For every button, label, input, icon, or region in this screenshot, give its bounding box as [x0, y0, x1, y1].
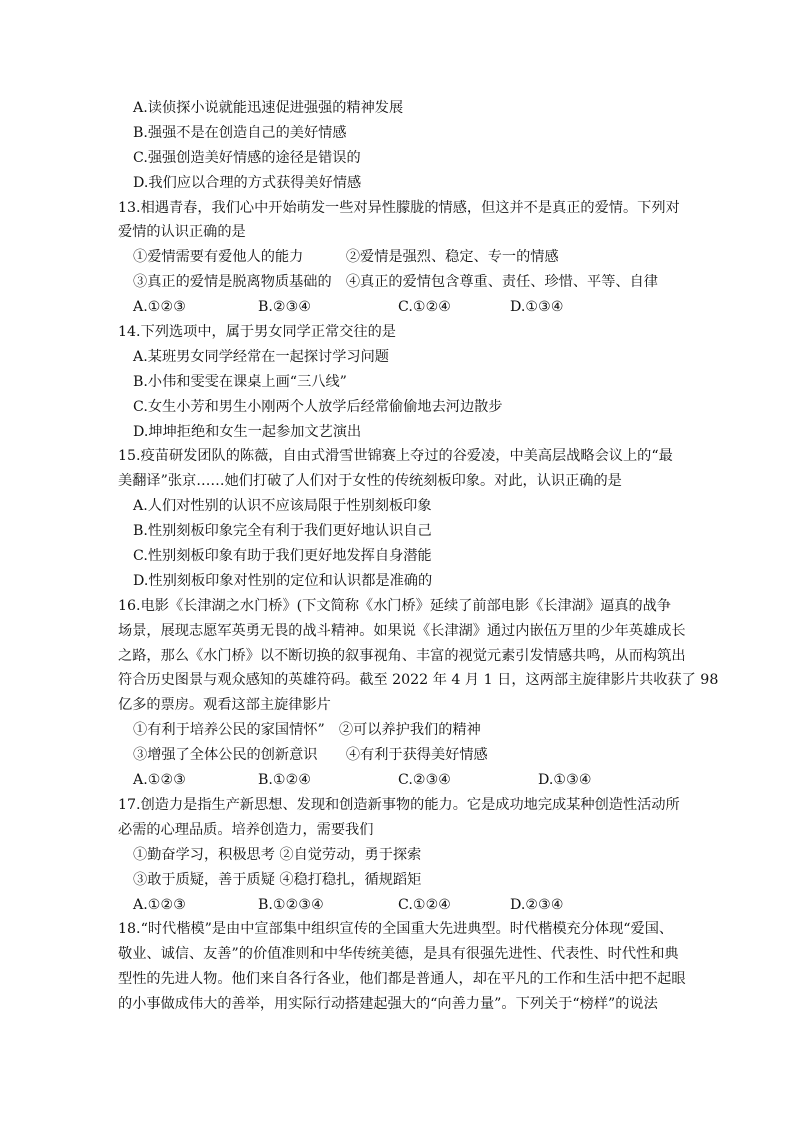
q13-choices: [118, 295, 674, 320]
q16-statement-2: ③增强了全体公民的创新意识 ④有利于获得美好情感: [133, 747, 488, 764]
q16-choice-a: A.①②③: [133, 772, 186, 789]
q14-option-b: B.小伟和雯雯在课桌上画“三八线”: [133, 373, 347, 390]
q12-option-b: B.强强不是在创造自己的美好情感: [133, 124, 347, 141]
q16-stem-line-3: 之路，那么《水门桥》以不断切换的叙事视角、丰富的视觉元素引发情感共鸣，从而构筑出: [118, 647, 686, 664]
q13-choice-c: C.①②④: [398, 299, 452, 316]
q17-statement-1: ①勤奋学习，积极思考 ②自觉劳动，勇于探索: [133, 846, 422, 863]
q18-stem-line-3: 型性的先进人物。他们来自各行各业，他们都是普通人，却在平凡的工作和生活中把不起眼: [118, 971, 686, 988]
q16-stem-line-5: 亿多的票房。观看这部主旋律影片: [118, 697, 331, 714]
q17-choice-a: A.①②③: [133, 896, 186, 913]
q16-stem-line-2: 场景，展现志愿军英勇无畏的战斗精神。如果说《长津湖》通过内嵌伍万里的少年英雄成长: [118, 622, 686, 639]
q14-option-c: C.女生小芳和男生小刚两个人放学后经常偷偷地去河边散步: [133, 398, 503, 415]
q17-statement-2: ③敢于质疑，善于质疑 ④稳打稳扎，循规蹈矩: [133, 871, 422, 888]
q17-choice-b: B.①②③④: [258, 896, 324, 913]
q16-statement-1: ①有利于培养公民的家国情怀” ②可以养护我们的精神: [133, 722, 481, 739]
q16-stem-line-1: 16.电影《长津湖之水门桥》(下文简称《水门桥》延续了前部电影《长津湖》逼真的战争: [118, 597, 672, 614]
q14-stem: 14.下列选项中，属于男女同学正常交往的是: [118, 324, 396, 341]
q13-statement-2: ③真正的爱情是脱离物质基础的 ④真正的爱情包含尊重、责任、珍惜、平等、自律: [133, 274, 658, 291]
q16-choices: [118, 768, 674, 793]
q17-stem-line-2: 必需的心理品质。培养创造力，需要我们: [118, 821, 374, 838]
q18-stem-line-4: 的小事做成伟大的善举，用实际行动搭建起强大的“向善力量”。下列关于“榜样”的说法: [118, 996, 658, 1013]
q17-choice-d: D.②③④: [510, 896, 564, 913]
q15-option-a: A.人们对性别的认识不应该局限于性别刻板印象: [133, 498, 432, 515]
q13-choice-b: B.②③④: [258, 299, 312, 316]
q13-stem-line-2: 爱情的认识正确的是: [118, 224, 246, 241]
q12-option-d: D.我们应以合理的方式获得美好情感: [133, 174, 362, 191]
q18-stem-line-1: 18.“时代楷模”是由中宣部集中组织宣传的全国重大先进典型。时代楷模充分体现“爱国、: [118, 921, 674, 938]
q15-stem-line-2: 美翻译”张京……她们打破了人们对于女性的传统刻板印象。对此，认识正确的是: [118, 473, 622, 490]
q17-choice-c: C.①②④: [398, 896, 452, 913]
q12-option-c: C.强强创造美好情感的途径是错误的: [133, 149, 361, 166]
q15-option-c: C.性别刻板印象有助于我们更好地发挥自身潜能: [133, 548, 432, 565]
q12-option-a: A.读侦探小说就能迅速促进强强的精神发展: [133, 100, 404, 116]
q13-choice-a: A.①②③: [133, 299, 186, 316]
q15-option-d: D.性别刻板印象对性别的定位和认识都是准确的: [133, 572, 433, 589]
q16-choice-b: B.①②④: [258, 772, 312, 789]
q13-statement-1: ①爱情需要有爱他人的能力 ②爱情是强烈、稳定、专一的情感: [133, 249, 559, 266]
q17-choices: [118, 893, 674, 918]
q16-choice-d: D.①③④: [538, 772, 592, 789]
q13-choice-d: D.①③④: [510, 299, 564, 316]
question-content: [118, 96, 719, 1017]
q15-option-b: B.性别刻板印象完全有利于我们更好地认识自己: [133, 523, 432, 540]
q14-option-d: D.坤坤拒绝和女生一起参加文艺演出: [133, 423, 362, 440]
q16-choice-c: C.②③④: [398, 772, 452, 789]
q15-stem-line-1: 15.疫苗研发团队的陈薇，自由式滑雪世锦赛上夺过的谷爱凌，中美高层战略会议上的“最: [118, 448, 673, 465]
q13-stem-line-1: 13.相遇青春，我们心中开始萌发一些对异性朦胧的情感，但这并不是真正的爱情。下列对: [118, 199, 680, 216]
q17-stem-line-1: 17.创造力是指生产新思想、发现和创造新事物的能力。它是成功地完成某种创造性活动所: [118, 796, 680, 813]
q14-option-a: A.某班男女同学经常在一起探讨学习问题: [133, 348, 389, 365]
q18-stem-line-2: 敬业、诚信、友善”的价值准则和中华传统美德，是具有很强先进性、代表性、时代性和典: [118, 946, 679, 963]
q16-stem-line-4: 符合历史图景与观众感知的英雄符码。截至 2022 年 4 月 1 日，这两部主旋律影片共收获了 98: [118, 672, 719, 689]
